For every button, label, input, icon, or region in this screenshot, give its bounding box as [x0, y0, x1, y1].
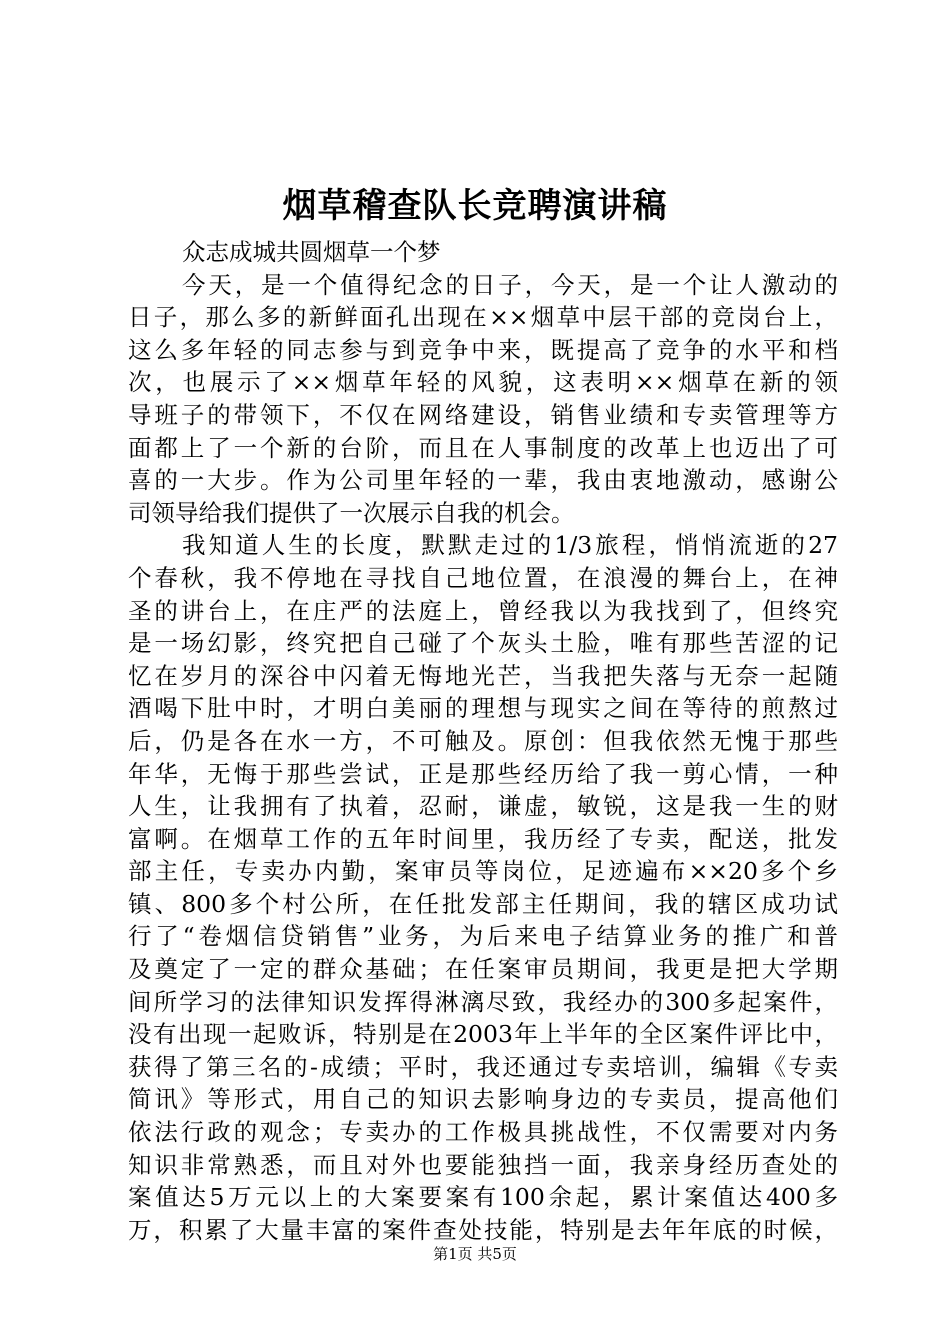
text-line: 知识非常熟悉，而且对外也要能独挡一面，我亲身经历查处的	[128, 1150, 838, 1179]
text-line: 司领导给我们提供了一次展示自我的机会。	[128, 498, 575, 527]
text-line: 简讯》等形式，用自己的知识去影响身边的专卖员，提高他们	[128, 1085, 838, 1114]
text-line: 及奠定了一定的群众基础；在任案审员期间，我更是把大学期	[128, 955, 838, 984]
text-line: 没有出现一起败诉，特别是在2003年上半年的全区案件评比中，	[128, 1020, 838, 1049]
text-line: 面都上了一个新的台阶，而且在人事制度的改革上也迈出了可	[128, 433, 838, 462]
text-line: 次，也展示了××烟草年轻的风貌，这表明××烟草在新的领	[128, 368, 838, 397]
text-line: 依法行政的观念；专卖办的工作极具挑战性，不仅需要对内务	[128, 1118, 838, 1147]
text-line: 部主任，专卖办内勤，案审员等岗位，足迹遍布××20多个乡	[128, 857, 838, 886]
text-line: 导班子的带领下，不仅在网络建设，销售业绩和专卖管理等方	[128, 400, 838, 429]
text-line: 获得了第三名的-成绩；平时，我还通过专卖培训，编辑《专卖	[128, 1052, 838, 1081]
text-line: 今天，是一个值得纪念的日子，今天，是一个让人激动的	[182, 270, 838, 299]
document-title: 烟草稽查队长竞聘演讲稿	[282, 186, 668, 226]
text-line: 这么多年轻的同志参与到竞争中来，既提高了竞争的水平和档	[128, 335, 838, 364]
text-line: 镇、800多个村公所，在任批发部主任期间，我的辖区成功试	[128, 889, 838, 918]
text-line: 喜的一大步。作为公司里年轻的一辈，我由衷地激动，感谢公	[128, 466, 838, 495]
text-line: 日子，那么多的新鲜面孔出现在××烟草中层干部的竞岗台上，	[128, 303, 838, 332]
text-line: 忆在岁月的深谷中闪着无悔地光芒，当我把失落与无奈一起随	[128, 661, 838, 690]
subtitle-line: 众志成城共圆烟草一个梦	[182, 238, 441, 266]
text-line: 行了“卷烟信贷销售”业务，为后来电子结算业务的推广和普	[128, 922, 838, 951]
text-line: 人生，让我拥有了执着，忍耐，谦虚，敏锐，这是我一生的财	[128, 792, 838, 821]
text-line: 我知道人生的长度，默默走过的1/3旅程，悄悄流逝的27	[182, 531, 838, 560]
text-line: 间所学习的法律知识发挥得淋漓尽致，我经办的300多起案件，	[128, 987, 838, 1016]
text-line: 酒喝下肚中时，才明白美丽的理想与现实之间在等待的煎熬过	[128, 694, 838, 723]
document-body	[128, 236, 838, 1246]
text-line: 圣的讲台上，在庄严的法庭上，曾经我以为我找到了，但终究	[128, 596, 838, 625]
text-line: 个春秋，我不停地在寻找自己地位置，在浪漫的舞台上，在神	[128, 563, 838, 592]
text-line: 年华，无悔于那些尝试，正是那些经历给了我一剪心情，一种	[128, 759, 838, 788]
text-line: 万，积累了大量丰富的案件查处技能，特别是去年年底的时候，	[128, 1215, 838, 1244]
text-line: 是一场幻影，终究把自己碰了个灰头土脸，唯有那些苦涩的记	[128, 629, 838, 658]
page-footer: 第1页 共5页	[433, 1245, 517, 1263]
text-line: 后，仍是各在水一方，不可触及。原创：但我依然无愧于那些	[128, 726, 838, 755]
text-line: 富啊。在烟草工作的五年时间里，我历经了专卖，配送，批发	[128, 824, 838, 853]
text-line: 案值达5万元以上的大案要案有100余起，累计案值达400多	[128, 1183, 838, 1212]
